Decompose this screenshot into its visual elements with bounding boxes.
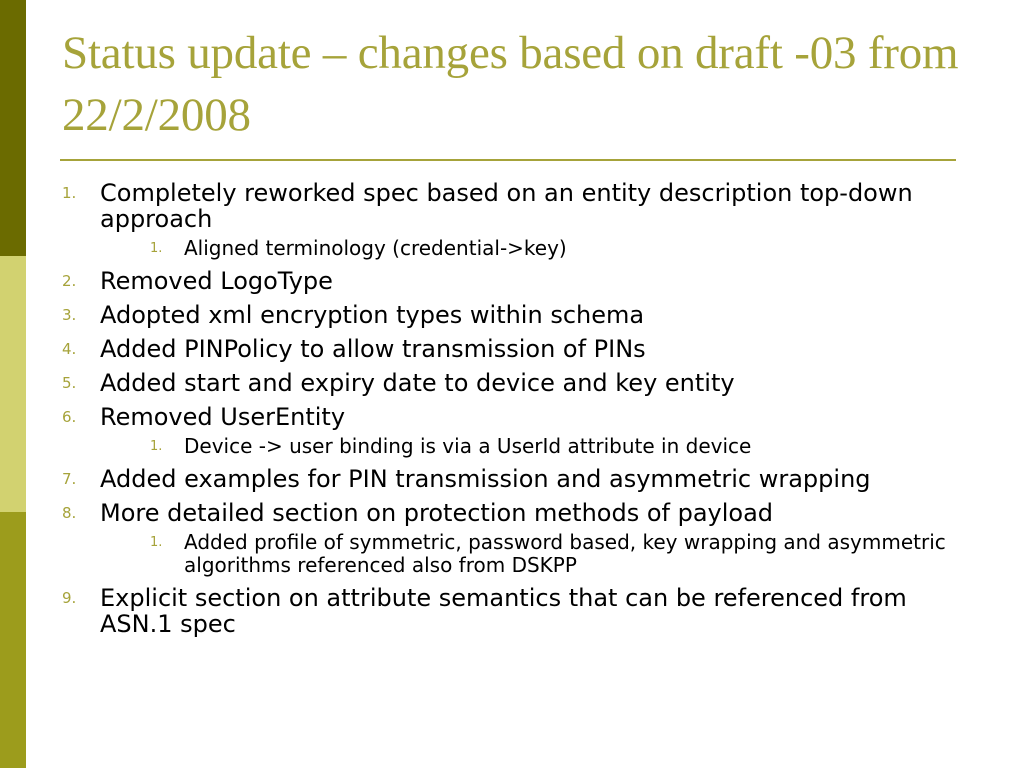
sub-list-item (138, 435, 962, 458)
list-item-text: More detailed section on protection methods of payload (100, 499, 774, 527)
list-item (62, 302, 962, 328)
bullet-list (62, 180, 962, 645)
list-item-number: 9. (62, 589, 77, 607)
sub-list-item-text: Aligned terminology (credential->key) (184, 236, 567, 260)
list-item-text: Completely reworked spec based on an entity description top-down approach (100, 179, 913, 233)
list-item-number: 1. (62, 184, 77, 202)
list-item-text: Added examples for PIN transmission and asymmetric wrapping (100, 465, 871, 493)
list-item-number: 3. (62, 306, 77, 324)
list-item-number: 7. (62, 470, 77, 488)
side-bar-middle (0, 256, 26, 512)
list-item (62, 404, 962, 458)
list-item (62, 336, 962, 362)
list-item-number: 4. (62, 340, 77, 358)
list-item-text: Removed LogoType (100, 267, 333, 295)
list-item (62, 585, 962, 637)
slide-title: Status update – changes based on draft -03 from 22/2/2008 (62, 27, 959, 141)
list-item-number: 2. (62, 272, 77, 290)
sub-list-item-number: 1. (150, 439, 163, 454)
sub-list-item (138, 237, 962, 260)
list-item (62, 370, 962, 396)
list-item (62, 500, 962, 577)
title-divider (60, 159, 956, 161)
list-item (62, 466, 962, 492)
list-item (62, 180, 962, 260)
list-item-text: Removed UserEntity (100, 403, 346, 431)
list-item-text: Added start and expiry date to device and key entity (100, 369, 735, 397)
sub-list-item (138, 531, 962, 577)
list-item-text: Adopted xml encryption types within schema (100, 301, 645, 329)
sub-list-item-text: Device -> user binding is via a UserId attribute in device (184, 434, 752, 458)
list-item-text: Explicit section on attribute semantics that can be referenced from ASN.1 spec (100, 584, 907, 638)
side-bar-top (0, 0, 26, 256)
list-item-number: 5. (62, 374, 77, 392)
sub-list-item-number: 1. (150, 535, 163, 550)
side-bar-bottom (0, 512, 26, 768)
list-item-number: 6. (62, 408, 77, 426)
list-item-number: 8. (62, 504, 77, 522)
sub-list-item-text: Added profile of symmetric, password based, key wrapping and asymmetric algorithms referenced also from DSKPP (184, 530, 946, 577)
list-item (62, 268, 962, 294)
sub-list-item-number: 1. (150, 241, 163, 256)
list-item-text: Added PINPolicy to allow transmission of PINs (100, 335, 646, 363)
